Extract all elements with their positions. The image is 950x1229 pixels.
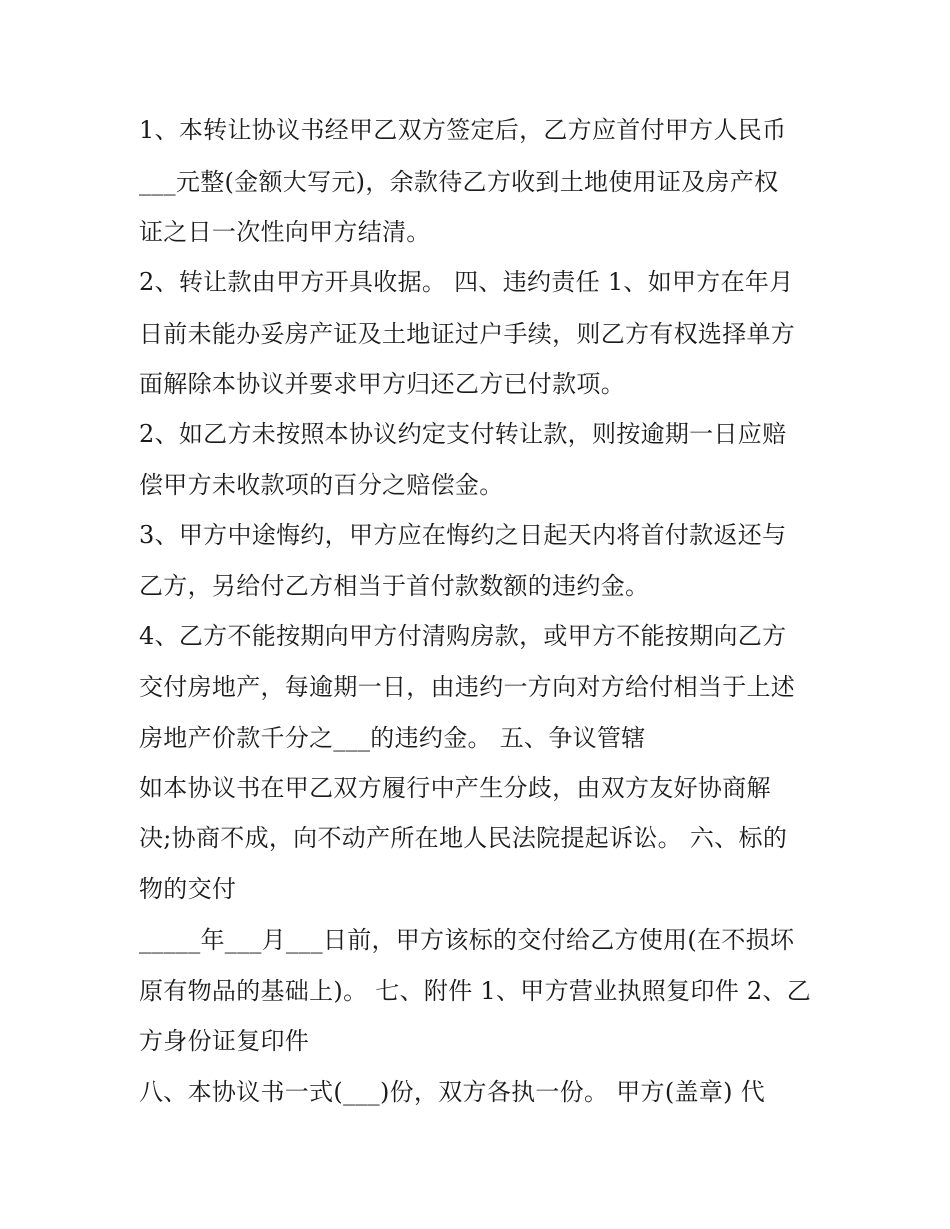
text-line: 面解除本协议并要求甲方归还乙方已付款项。 <box>139 370 625 398</box>
text-line: 方身份证复印件 <box>139 1027 310 1055</box>
text-line: 1、本转让协议书经甲乙双方签定后，乙方应首付甲方人民币 <box>139 116 787 144</box>
text-line: 原有物品的基础上)。 七、附件 1、甲方营业执照复印件 2、乙 <box>139 977 812 1005</box>
text-line: 乙方，另给付乙方相当于首付款数额的违约金。 <box>139 572 650 600</box>
text-line: 日前未能办妥房产证及土地证过户手续，则乙方有权选择单方 <box>139 320 796 348</box>
text-line: 2、如乙方未按照本协议约定支付转让款，则按逾期一日应赔 <box>139 420 787 448</box>
text-line: ___元整(金额大写元)，余款待乙方收到土地使用证及房产权 <box>139 168 779 196</box>
text-line: 偿甲方未收款项的百分之赔偿金。 <box>139 471 504 499</box>
text-line: 2、转让款由甲方开具收据。 四、违约责任 1、如甲方在年月 <box>139 268 794 296</box>
text-line: 证之日一次性向甲方结清。 <box>139 218 431 246</box>
text-line: 3、甲方中途悔约，甲方应在悔约之日起天内将首付款返还与 <box>139 521 787 549</box>
text-line: 交付房地产，每逾期一日，由违约一方向对方给付相当于上述 <box>139 673 796 701</box>
text-line: _____年___月___日前，甲方该标的交付给乙方使用(在不损坏 <box>139 926 795 954</box>
text-line: 决;协商不成，向不动产所在地人民法院提起诉讼。 六、标的 <box>139 824 788 852</box>
text-line: 房地产价款千分之___的违约金。 五、争议管辖 <box>139 724 646 752</box>
text-line: 物的交付 <box>139 875 237 903</box>
text-line: 八、本协议书一式(___)份，双方各执一份。 甲方(盖章) 代 <box>139 1078 766 1106</box>
text-line: 如本协议书在甲乙双方履行中产生分歧，由双方友好协商解 <box>139 774 771 802</box>
text-line: 4、乙方不能按期向甲方付清购房款，或甲方不能按期向乙方 <box>139 622 787 650</box>
